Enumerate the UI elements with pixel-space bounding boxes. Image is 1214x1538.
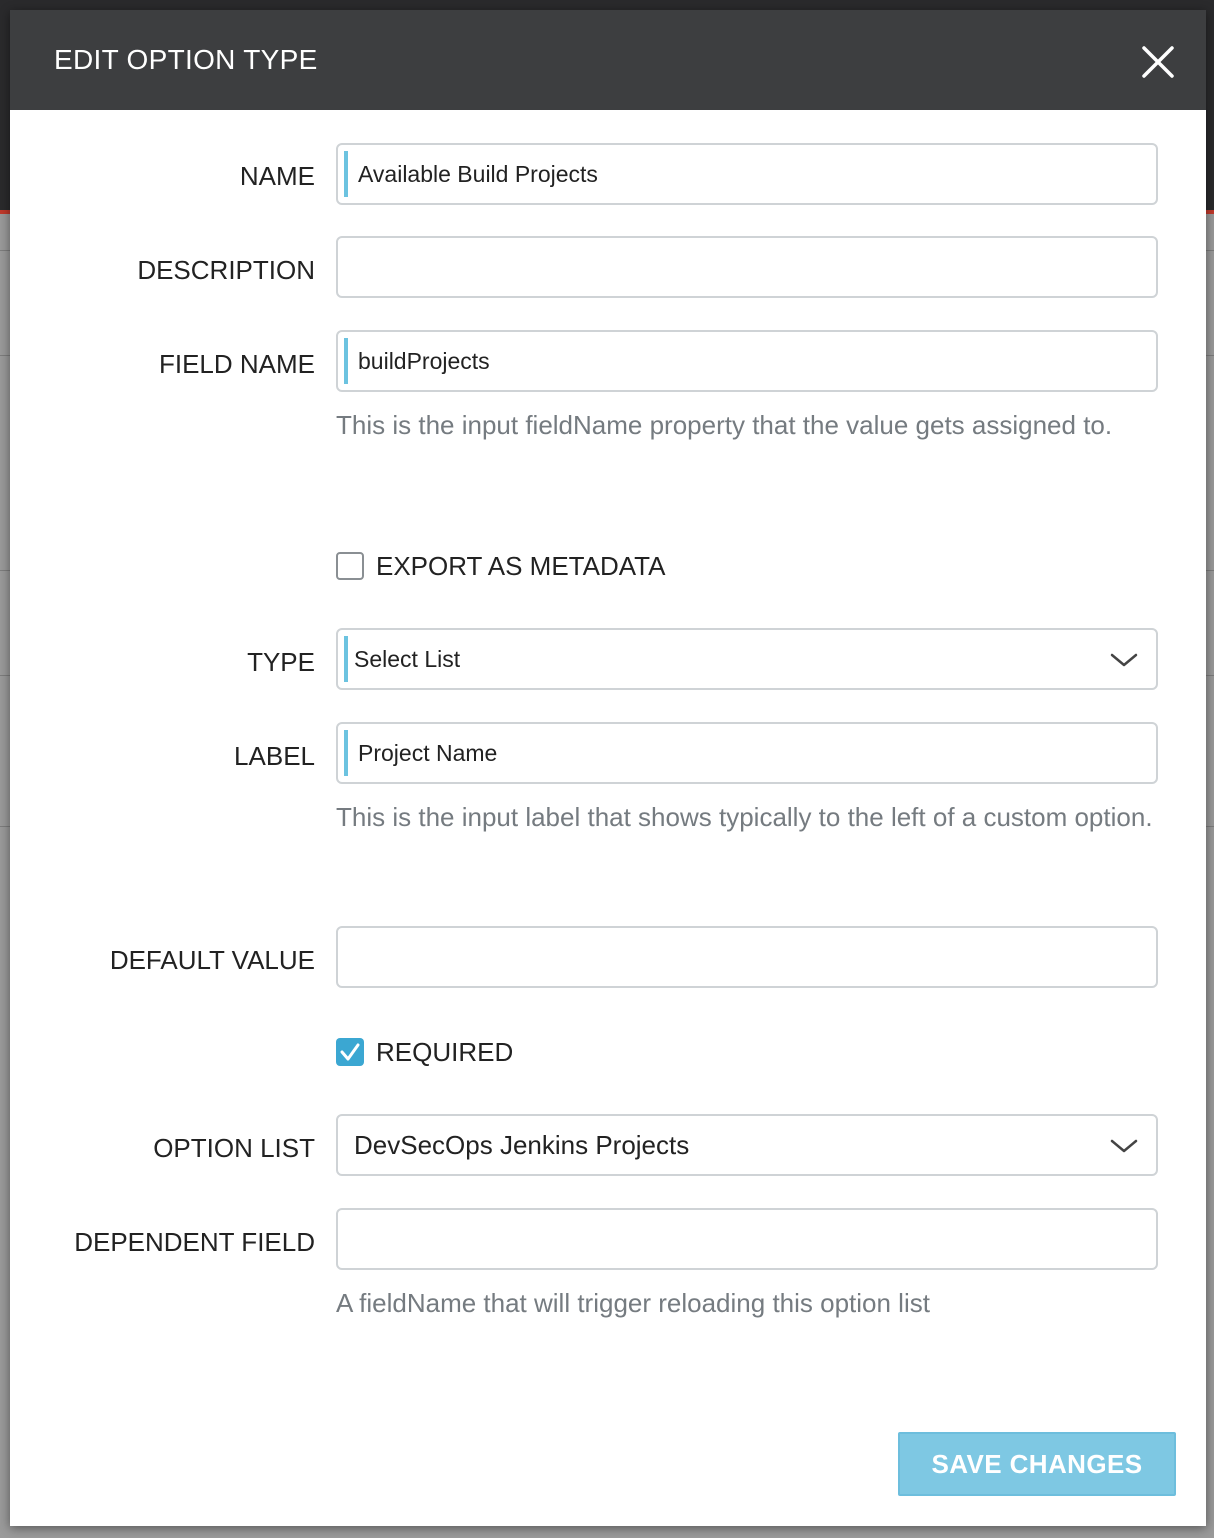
option-list-label: OPTION LIST (153, 1133, 315, 1163)
input-focus-accent (344, 151, 348, 197)
default-value-label: DEFAULT VALUE (109, 945, 315, 975)
close-icon (1140, 44, 1176, 80)
type-select[interactable] (336, 628, 1158, 690)
required-checkbox[interactable] (336, 1038, 364, 1066)
modal-header (10, 10, 1206, 110)
name-value: Available Build Projects (358, 161, 598, 187)
edit-option-type-modal (10, 10, 1206, 1526)
field-name-value: buildProjects (358, 348, 490, 374)
type-value: Select List (354, 646, 461, 672)
checkmark-icon (336, 1038, 364, 1066)
label-label: LABEL (234, 741, 315, 771)
input-focus-accent (344, 730, 348, 776)
field-name-help-text: This is the input fieldName property that the value gets assigned to. (336, 410, 1113, 440)
export-as-metadata-checkbox[interactable] (336, 552, 364, 580)
close-button[interactable] (1140, 44, 1176, 80)
name-label: NAME (239, 161, 315, 191)
field-name-input[interactable] (336, 330, 1158, 392)
modal-title: EDIT OPTION TYPE (54, 44, 318, 75)
dependent-field-input[interactable] (336, 1208, 1158, 1270)
label-input[interactable] (336, 722, 1158, 784)
type-label: TYPE (247, 647, 315, 677)
input-focus-accent (344, 338, 348, 384)
label-value: Project Name (358, 740, 498, 766)
default-value-input[interactable] (336, 926, 1158, 988)
dependent-field-label: DEPENDENT FIELD (74, 1227, 315, 1257)
name-input[interactable] (336, 143, 1158, 205)
input-focus-accent (344, 636, 348, 682)
option-list-value: DevSecOps Jenkins Projects (354, 1130, 690, 1160)
export-as-metadata-label[interactable]: EXPORT AS METADATA (376, 551, 666, 581)
field-name-label: FIELD NAME (158, 349, 315, 379)
save-changes-button[interactable]: SAVE CHANGES (898, 1432, 1176, 1496)
chevron-down-icon (1110, 648, 1138, 672)
option-list-select[interactable] (336, 1114, 1158, 1176)
description-label: DESCRIPTION (137, 255, 315, 285)
chevron-down-icon (1110, 1134, 1138, 1158)
description-input[interactable] (336, 236, 1158, 298)
dependent-field-help-text: A fieldName that will trigger reloading this option list (336, 1288, 930, 1318)
required-label[interactable]: REQUIRED (376, 1037, 514, 1067)
label-help-text: This is the input label that shows typically to the left of a custom option. (336, 802, 1153, 832)
